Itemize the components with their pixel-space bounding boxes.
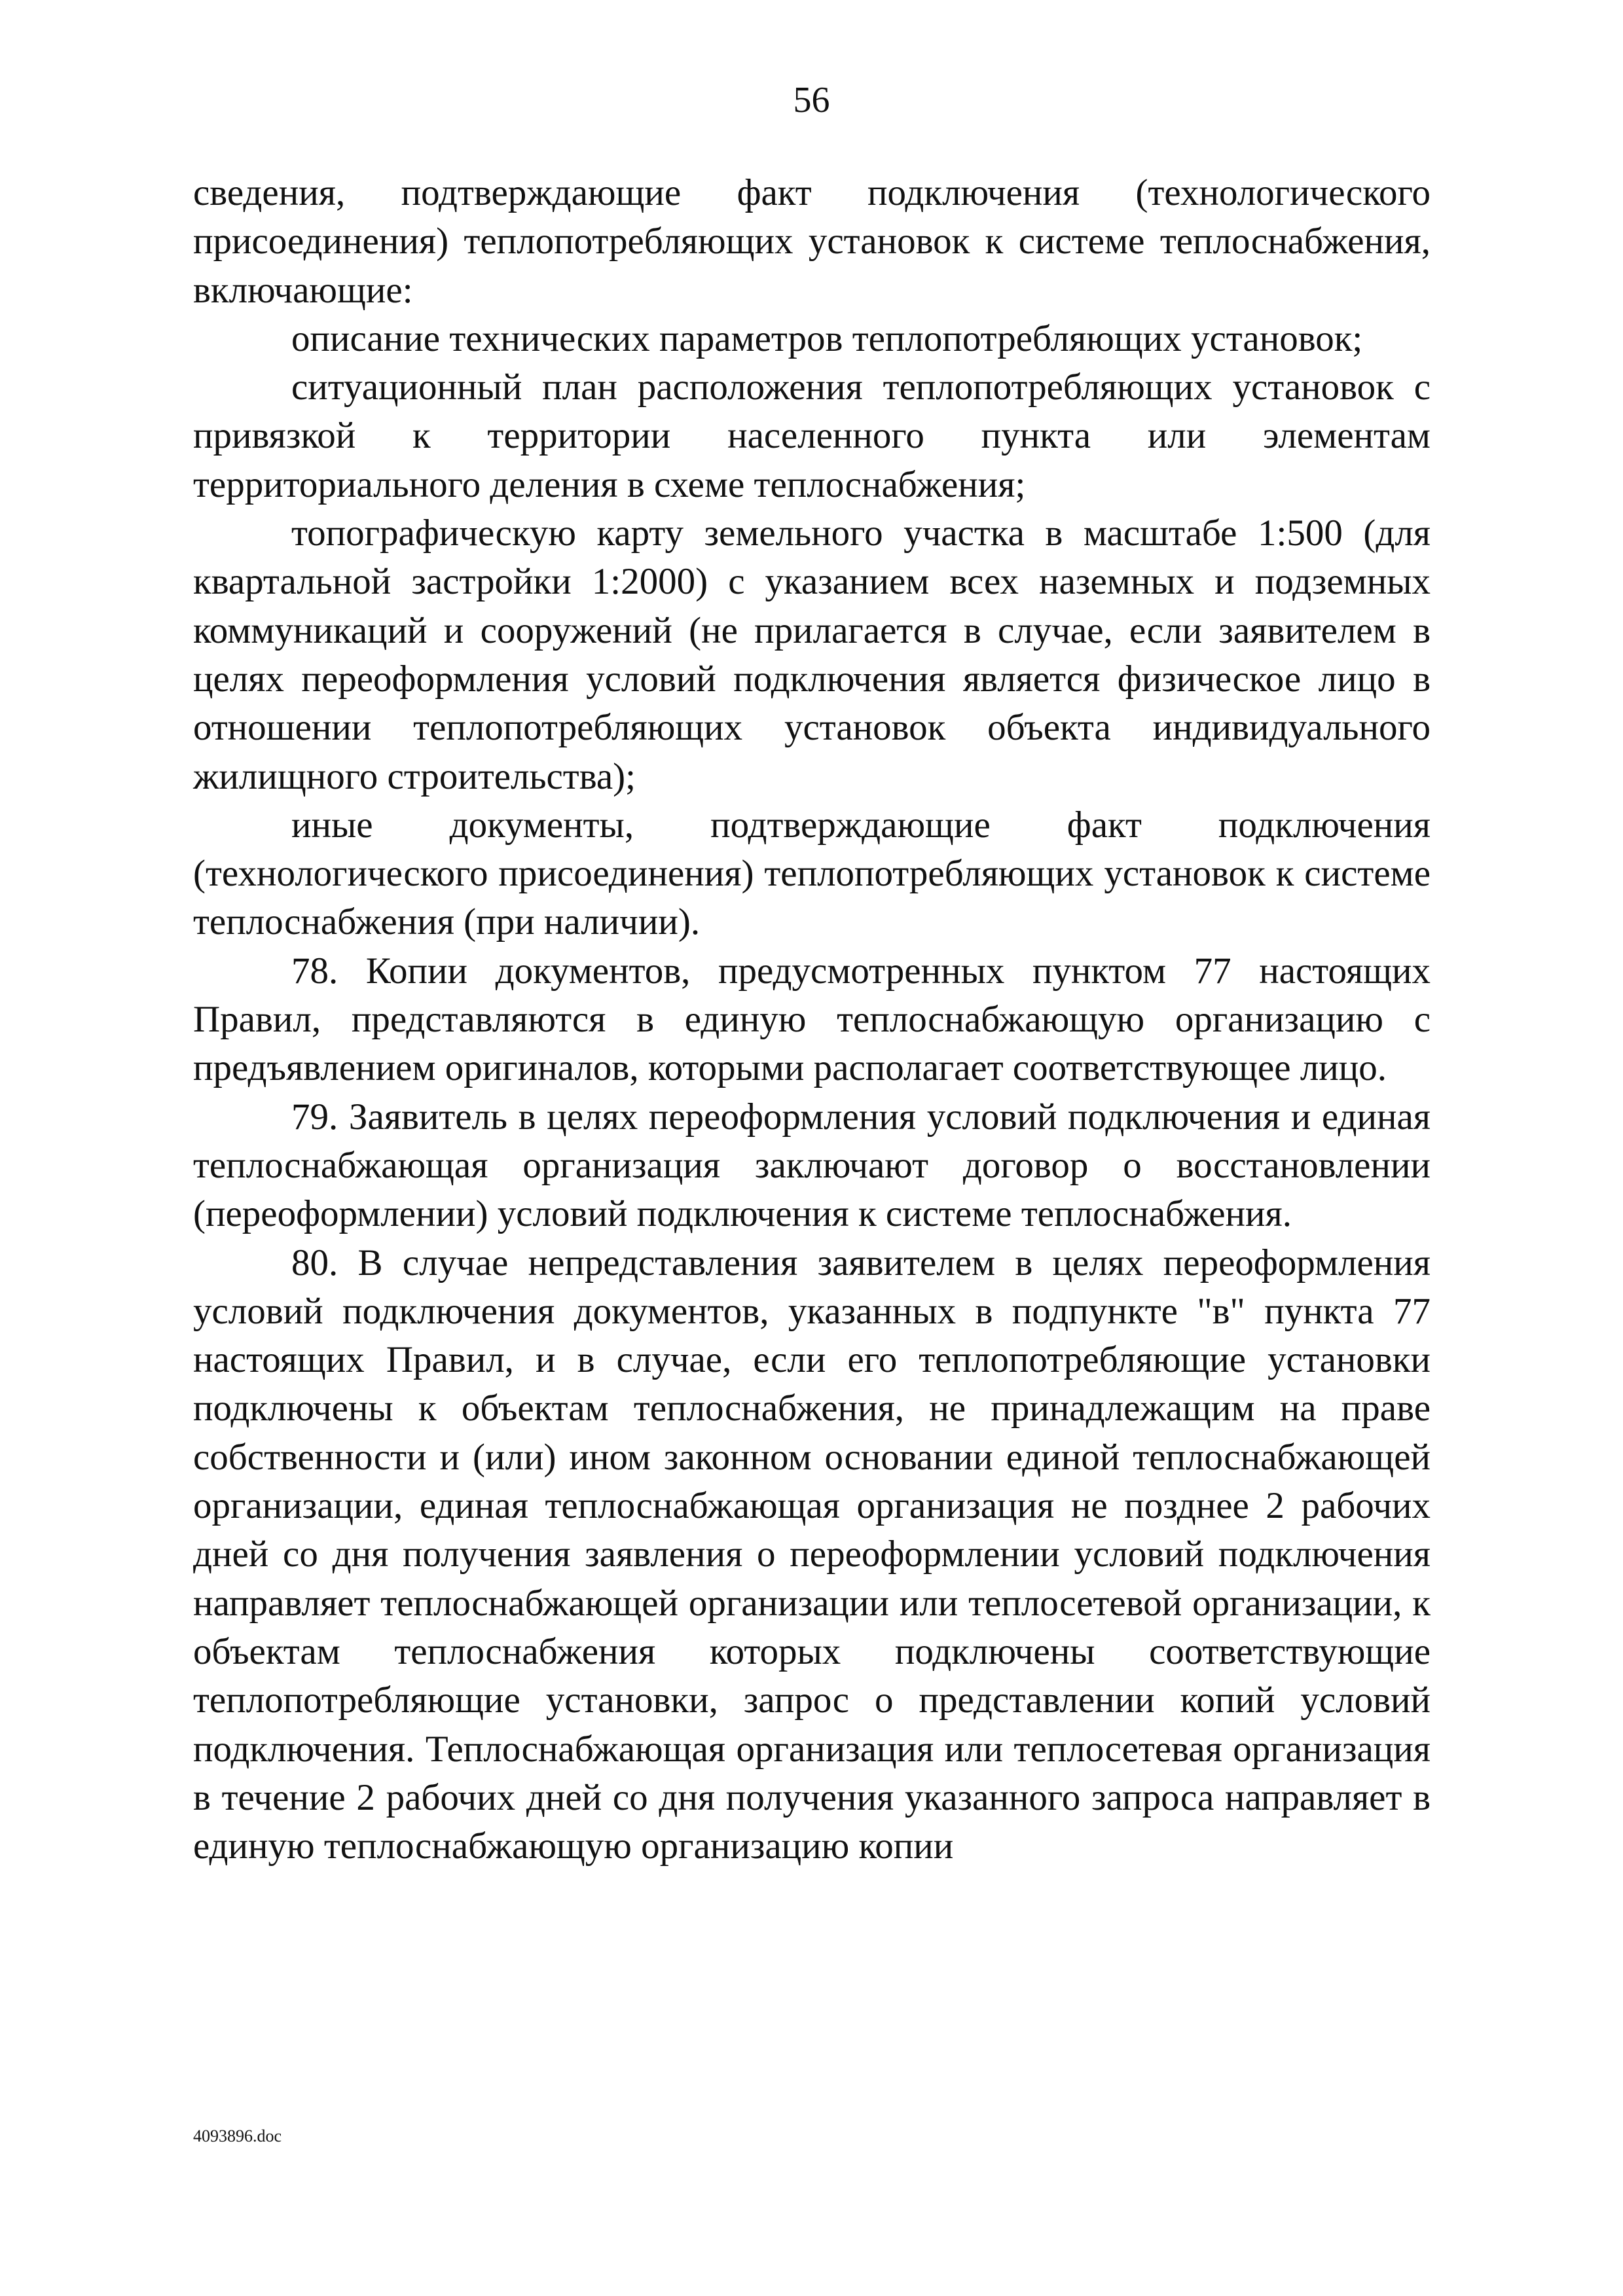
document-body: [193, 169, 1431, 1871]
paragraph-tech-params: описание технических параметров теплопотребляющих установок;: [291, 317, 1363, 359]
paragraph-intro: сведения, подтверждающие факт подключения (технологического присоединения) теплопотребляющих установок к системе теплоснабжения, включающие:: [193, 172, 1431, 311]
paragraph-clause-78: 78. Копии документов, предусмотренных пунктом 77 настоящих Правил, представляются в единую теплоснабжающую организацию с предъявлением оригиналов, которыми располагает соответствующее лицо.: [193, 950, 1431, 1089]
paragraph-situational-plan: ситуационный план расположения теплопотребляющих установок с привязкой к территории населенного пункта или элементам территориального деления в схеме теплоснабжения;: [193, 367, 1431, 505]
paragraph-topographic-map: топографическую карту земельного участка в масштабе 1:500 (для квартальной застройки 1:2000) с указанием всех наземных и подземных коммуникаций и сооружений (не прилагается в случае, если заявителем в целях переоформления условий подключения является физическое лицо в отношении теплопотребляющих установок объекта индивидуального жилищного строительства);: [193, 512, 1431, 797]
footer-file-name: 4093896.doc: [193, 2126, 282, 2145]
paragraph-other-documents: иные документы, подтверждающие факт подключения (технологического присоединения) теплопотребляющих установок к системе теплоснабжения (при наличии).: [193, 804, 1431, 943]
paragraph-clause-80: 80. В случае непредставления заявителем в целях переоформления условий подключения документов, указанных в подпункте "в" пункта 77 настоящих Правил, и в случае, если его теплопотребляющие установки подключены к объектам теплоснабжения, не принадлежащим на праве собственности и (или) ином законном основании единой теплоснабжающей организации, единая теплоснабжающая организация не позднее 2 рабочих дней со дня получения заявления о переоформлении условий подключения направляет теплоснабжающей организации или теплосетевой организации, к объектам теплоснабжения которых подключены соответствующие теплопотребляющие установки, запрос о представлении копий условий подключения. Теплоснабжающая организация или теплосетевая организация в течение 2 рабочих дней со дня получения указанного запроса направляет в единую теплоснабжающую организацию копии: [193, 1242, 1431, 1867]
paragraph-clause-79: 79. Заявитель в целях переоформления условий подключения и единая теплоснабжающая организация заключают договор о восстановлении (переоформлении) условий подключения к системе теплоснабжения.: [193, 1096, 1431, 1235]
page-number: 56: [793, 80, 830, 120]
